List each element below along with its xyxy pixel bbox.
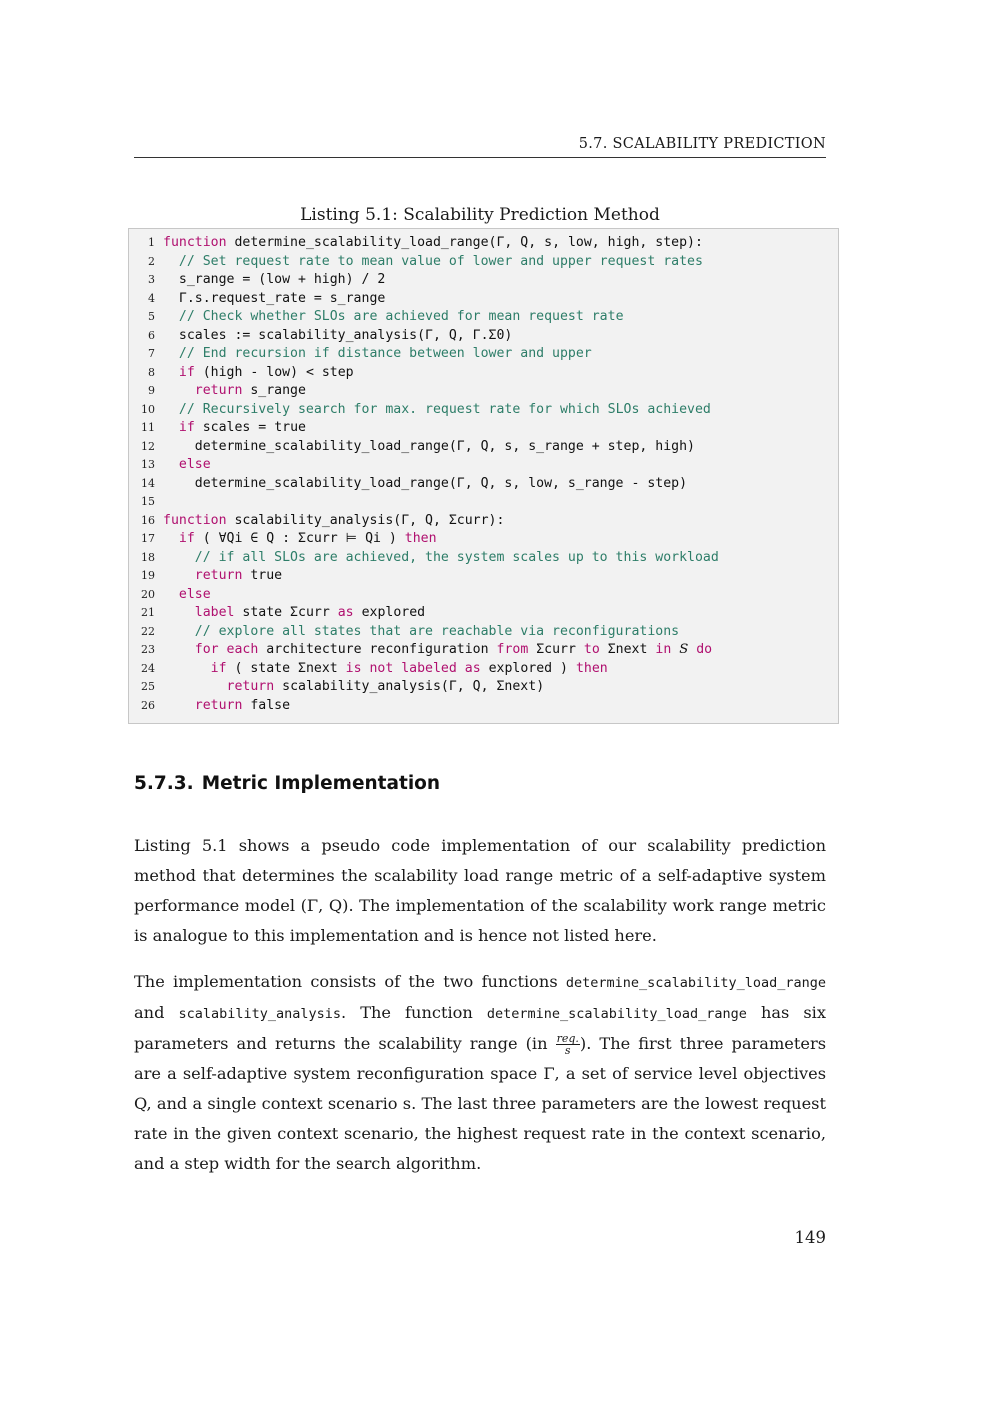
code-line: 17 if ( ∀Qi ∈ Q : Σcurr ⊨ Qi ) then [141,531,437,546]
code-line: 19 return true [141,568,283,583]
code-line: 4 Γ.s.request_rate = s_range [148,290,386,306]
code-line: 2 // Set request rate to mean value of lower and upper request rates [148,253,703,269]
inline-code: determine_scalability_load_range [486,1006,747,1022]
code-line: 24 if ( state Σnext is not labeled as explored ) then [141,660,608,676]
code-line: 25 return scalability_analysis(Γ, Q, Σnext) [141,679,545,694]
code-line: 12 determine_scalability_load_range(Γ, Q, s, s_range + step, high) [141,438,695,454]
code-line: 20 else [141,586,211,602]
code-line: 3 s_range = (low + high) / 2 [148,272,386,287]
code-line: 5 // Check whether SLOs are achieved for mean request rate [148,309,624,324]
code-line: 23 for each architecture reconfiguration from Σcurr to Σnext in S do [141,642,713,657]
code-line: 11 if scales = true [141,420,306,435]
inline-code: determine_scalability_load_range [565,975,826,991]
code-line: 13 else [141,457,211,472]
section-heading: 5.7.3. Metric Implementation [134,773,441,794]
code-line: 1 function determine_scalability_load_range(Γ, Q, s, low, high, step): [148,235,703,250]
code-line: 8 if (high - low) < step [148,364,354,380]
inline-code: scalability_analysis [178,1006,342,1022]
code-listing [128,228,839,724]
paragraph: Listing 5.1 shows a pseudo code implementation of our scalability prediction method that determines the scalability load range metric of a self-adaptive system performance model (Γ, Q). The implementation of the scalability work range metric is analogue to this implementation and is hence not listed here. [134,836,826,945]
code-line: 26 return false [141,697,291,713]
code-line: 21 label state Σcurr as explored [141,605,426,620]
code-line: 18 // if all SLOs are achieved, the system scales up to this workload [141,549,719,565]
page-number: 149 [794,1228,826,1247]
running-header: 5.7. SCALABILITY PREDICTION [134,136,826,158]
code-line: 15 [141,495,155,508]
code-line: 7 // End recursion if distance between lower and upper [148,346,592,361]
code-line: 6 scales := scalability_analysis(Γ, Q, Γ.Σ0) [148,327,513,343]
paragraph: The implementation consists of the two functions determine_scalability_load_range and scalability_analysis. The function determine_scalability_load_range has six parameters and returns the scalability range (in $\frac{\text{req.}}{s}$ ). The first three parameters are a self-adaptive system reconfiguration space Γ, a set of service level objectives Q, and a single context scenario s. The last three parameters are the lowest request rate in the given context scenario, the highest request rate in the context scenario, and a step width for the search algorithm. [134,972,826,1173]
code-line: 10 // Recursively search for max. request rate for which SLOs achieved [141,401,711,417]
code-line: 22 // explore all states that are reachable via reconfigurations [141,623,680,639]
fraction: $\frac{\text{req.}}{s}$ [556,1032,579,1057]
code-line: 16 function scalability_analysis(Γ, Q, Σcurr): [141,512,505,528]
listing-caption: Listing 5.1: Scalability Prediction Method [300,205,660,225]
code-line: 14 determine_scalability_load_range(Γ, Q, s, low, s_range - step) [141,475,688,491]
code-line: 9 return s_range [148,383,306,398]
